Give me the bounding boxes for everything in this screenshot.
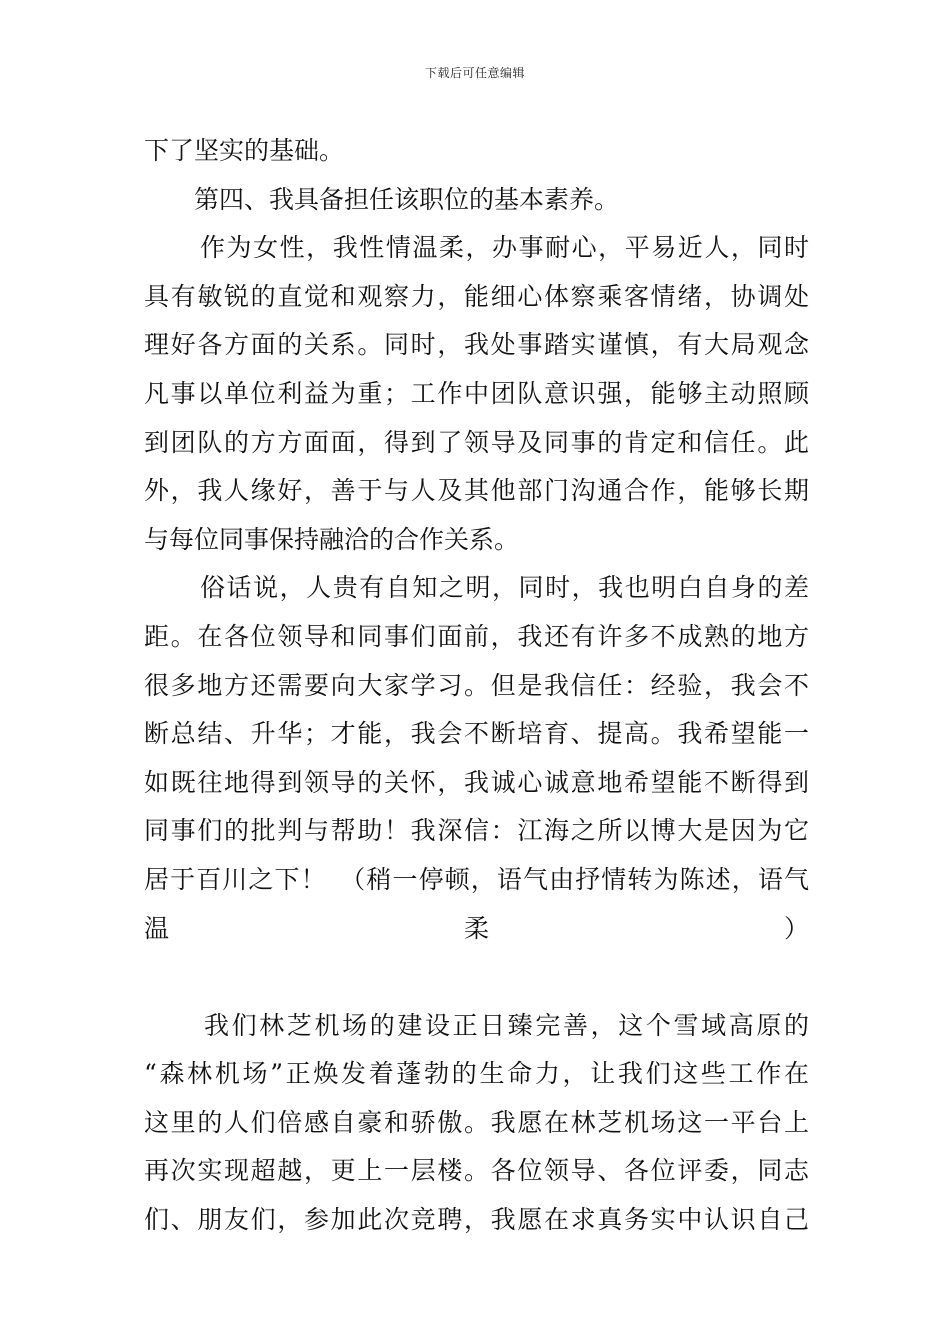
- text-line: 俗话说，人贵有自知之明，同时，我也明白自身的差: [200, 573, 809, 603]
- text-line: “森林机场”正焕发着蓬勃的生命力，让我们这些工作在: [144, 1059, 809, 1089]
- text-line: 们、朋友们，参加此次竞聘，我愿在求真务实中认识自己: [144, 1205, 809, 1235]
- text-line: 温柔）: [144, 913, 809, 943]
- text-line: 作为女性，我性情温柔，办事耐心，平易近人，同时: [200, 233, 809, 263]
- text-line: 下了坚实的基础。: [144, 136, 345, 165]
- text-line: 断总结、升华；才能，我会不断培育、提高。我希望能一: [144, 719, 809, 749]
- text-line: 理好各方面的关系。同时，我处事踏实谨慎，有大局观念: [144, 330, 809, 360]
- text-line: 居于百川之下！ （稍一停顿，语气由抒情转为陈述，语气: [144, 864, 809, 894]
- text-line: 很多地方还需要向大家学习。但是我信任：经验，我会不: [144, 670, 809, 700]
- text-line: 凡事以单位利益为重；工作中团队意识强，能够主动照顾: [144, 378, 809, 408]
- text-line: 外，我人缘好，善于与人及其他部门沟通合作，能够长期: [144, 476, 809, 506]
- document-body: [144, 127, 809, 1245]
- text-line: 与每位同事保持融洽的合作关系。: [144, 524, 520, 554]
- text-line: 这里的人们倍感自豪和骄傲。我愿在林芝机场这一平台上: [144, 1107, 809, 1137]
- text-line: 第四、我具备担任该职位的基本素养。: [194, 184, 620, 214]
- text-line: 距。在各位领导和同事们面前，我还有许多不成熟的地方: [144, 621, 809, 651]
- text-line: 如既往地得到领导的关怀，我诚心诚意地希望能不断得到: [144, 767, 809, 797]
- text-line: 到团队的方方面面，得到了领导及同事的肯定和信任。此: [144, 427, 809, 457]
- text-line: 具有敏锐的直觉和观察力，能细心体察乘客情绪，协调处: [144, 281, 809, 311]
- page-header: 下载后可任意编辑: [424, 66, 525, 80]
- text-line: 我们林芝机场的建设正日臻完善，这个雪域高原的: [204, 1010, 809, 1040]
- text-line: [144, 953, 809, 1002]
- text-line: 再次实现超越，更上一层楼。各位领导、各位评委，同志: [144, 1156, 809, 1186]
- text-line: 同事们的批判与帮助！我深信：江海之所以博大是因为它: [144, 816, 809, 846]
